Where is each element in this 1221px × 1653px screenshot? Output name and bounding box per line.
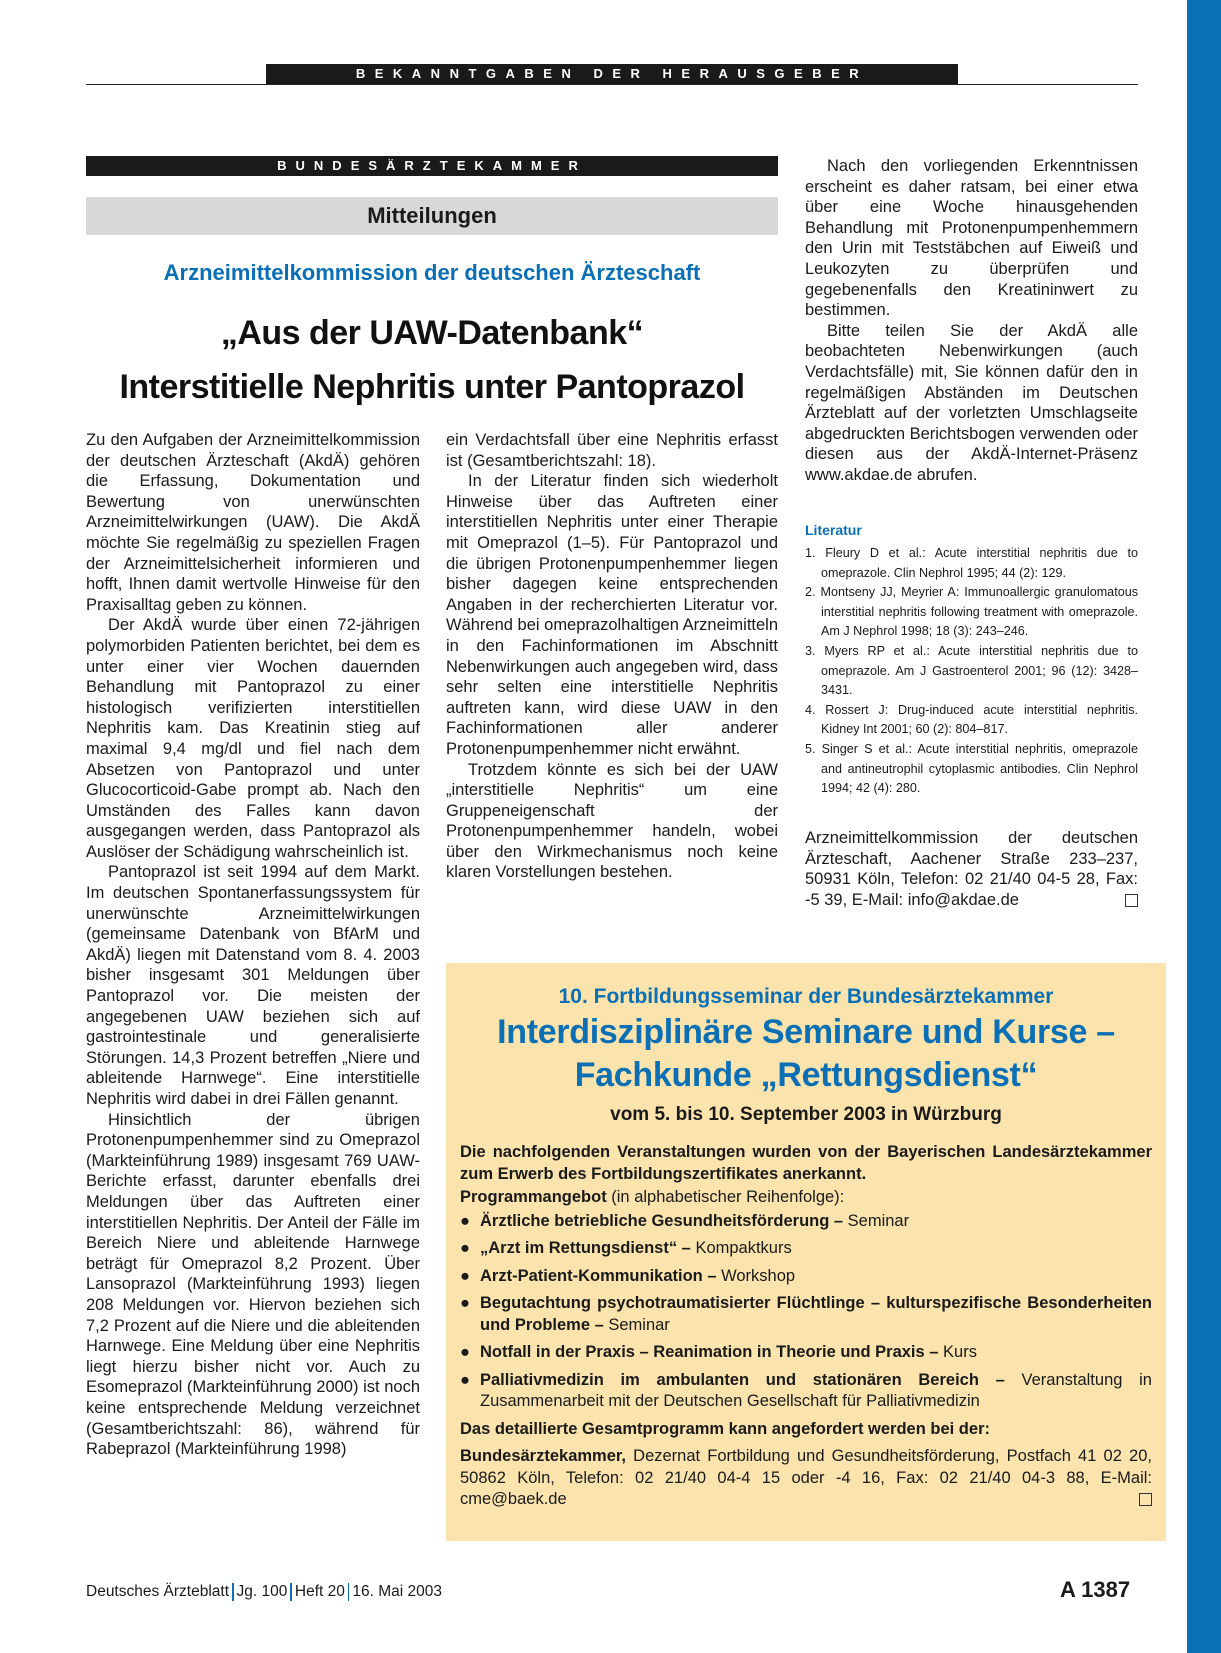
program-item xyxy=(460,1211,1152,1233)
paragraph: Bitte teilen Sie der AkdÄ alle beobachteten Nebenwirkungen (auch Verdachtsfälle) mit, Sie können dafür den in regelmäßigen Abständen im Deutschen Ärzteblatt auf der vorletzten Umschlagseite abgedruckten Berichtsbogen verwenden oder diesen aus der AkdÄ-Internet-Präsenz www.akdae.de abrufen. xyxy=(805,321,1138,484)
article-column-3 xyxy=(805,156,1138,486)
paragraph: In der Literatur finden sich wiederholt Hinweise über das Auftreten einer interstitiellen Nephritis unter einer Therapie mit Omeprazol (1–5). Für Pantoprazol und die übrigen Protonenpumpenhemmer liegen bisher dagegen keine entsprechenden Angaben in der recherchierten Literatur vor. Während bei omeprazolhaltigen Arzneimitteln in den Fachinformationen im Abschnitt Nebenwirkungen auch angegeben wird, dass sehr selten eine interstitielle Nephritis auftreten kann, wird diese UAW in den Fachinformationen aller anderer Protonenpumpenhemmer nicht erwähnt. xyxy=(446,472,779,758)
paragraph: Zu den Aufgaben der Arzneimittelkommission der deutschen Ärzteschaft (AkdÄ) gehören die Erfassung, Dokumentation und Bewertung von unerwünschten Arzneimittelwirkungen (UAW). Die AkdÄ möchte Sie regelmäßig zu speziellen Fragen der Arzneimittelsicherheit informieren und hofft, Ihnen damit wertvolle Hinweise für den Praxisalltag geben zu können. xyxy=(86,431,420,614)
request-line: Das detaillierte Gesamtprogramm kann angefordert werden bei der: xyxy=(460,1419,990,1438)
bullet-icon: ● xyxy=(460,1343,470,1361)
header-rule xyxy=(86,84,1138,85)
program-item xyxy=(460,1266,1152,1288)
program-item-title: Begutachtung psychotraumatisierter Flüchtlinge – kulturspezifische Besonderheiten und Probleme – xyxy=(480,1294,1152,1334)
volume: Jg. 100 xyxy=(236,1583,288,1601)
program-note: (in alphabetischer Reihenfolge): xyxy=(606,1188,845,1206)
bullet-icon: ● xyxy=(460,1211,470,1230)
literature-heading: Literatur xyxy=(805,522,862,538)
program-heading xyxy=(460,1187,1152,1209)
literature-item: 4. Rossert J: Drug-induced acute interstitial nephritis. Kidney Int 2001; 60 (2): 804–817. xyxy=(805,702,1138,737)
page-edge-color-bar xyxy=(1187,0,1221,1653)
program-item xyxy=(460,1342,1152,1364)
program-item-title: Palliativmedizin im ambulanten und stationären Bereich – xyxy=(480,1370,1022,1389)
contact-details: Dezernat Fortbildung und Gesundheitsförderung, Postfach 41 02 20, 50862 Köln, Telefon: 02 21/40 04-4 15 oder -4 16, Fax: 02 21/40 04-3 88, E-Mail: cme@baek.de xyxy=(460,1447,1152,1508)
program-item xyxy=(460,1370,1152,1413)
program-list xyxy=(460,1211,1152,1413)
separator xyxy=(290,1583,292,1601)
program-item-type: Workshop xyxy=(721,1266,796,1285)
program-item xyxy=(460,1238,1152,1260)
paragraph: Hinsichtlich der übrigen Protonenpumpenhemmer sind zu Omeprazol (Markteinführung 1989) insgesamt 769 UAW-Berichte erfasst, darunter ebenfalls drei Meldungen über das Auftreten einer interstitiellen Nephritis. Der Anteil der Fälle im Bereich Niere und ableitende Harnwege beträgt für Omeprazol 8,2 Prozent. Über Lansoprazol (Markteinführung 1993) liegen 208 Meldungen vor. Hiervon beziehen sich 7,2 Prozent auf die Niere und die ableitenden Harnwege. Eine Meldung über eine Nephritis liegt hierzu bisher nicht vor. Auch zu Esomeprazol (Markteinführung 2000) ist noch keine entsprechende Meldung verzeichnet (Gesamtberichtszahl: 86), während für Rabeprazol (Markteinführung 1998) xyxy=(86,1110,420,1459)
end-of-article-square-icon xyxy=(1125,894,1138,907)
section-category: Mitteilungen xyxy=(86,197,778,235)
literature-item: 2. Montseny JJ, Meyrier A: Immunoallergic granulomatous interstitial nephritis following treatment with omeprazole. Am J Nephrol 1998; 18 (3): 243–246. xyxy=(805,585,1138,639)
box-title-line-2: Fachkunde „Rettungsdienst“ xyxy=(574,1056,1038,1094)
box-date: vom 5. bis 10. September 2003 in Würzburg xyxy=(610,1104,1002,1125)
article-subtitle: Interstitielle Nephritis unter Pantoprazol xyxy=(119,368,745,406)
program-item-title: Ärztliche betriebliche Gesundheitsförderung – xyxy=(480,1211,848,1230)
contact-block xyxy=(460,1446,1152,1511)
paragraph: Nach den vorliegenden Erkenntnissen erscheint es daher ratsam, bei einer etwa über eine Woche hinausgehenden Behandlung mit Protonenpumpenhemmern den Urin mit Teststäbchen auf Eiweiß und Leukozyten zu überprüfen und gegebenenfalls den Kreatininwert zu bestimmen. xyxy=(805,157,1138,320)
box-subtitle: 10. Fortbildungsseminar der Bundesärztekammer xyxy=(558,985,1054,1008)
program-label: Programmangebot xyxy=(460,1188,607,1206)
paragraph: ein Verdachtsfall über eine Nephritis erfasst ist (Gesamtberichtszahl: 18). xyxy=(446,431,778,470)
address-block xyxy=(805,828,1138,910)
program-item-title: Arzt-Patient-Kommunikation – xyxy=(480,1266,722,1285)
section-band: BUNDESÄRZTEKAMMER xyxy=(86,156,778,176)
program-item-type: Seminar xyxy=(608,1315,670,1334)
bullet-icon: ● xyxy=(460,1266,470,1285)
issue-date: 16. Mai 2003 xyxy=(352,1583,442,1601)
literature-section xyxy=(805,522,1138,799)
bullet-icon: ● xyxy=(460,1239,470,1257)
program-item-type: Veranstaltung in Zusammenarbeit mit der Deutschen Gesellschaft für Palliativmedizin xyxy=(480,1370,1152,1410)
separator xyxy=(348,1583,350,1601)
box-title-line-1: Interdisziplinäre Seminare und Kurse – xyxy=(497,1013,1115,1051)
program-item-type: Kompaktkurs xyxy=(695,1239,792,1257)
article-column-2 xyxy=(446,430,778,883)
literature-list xyxy=(805,544,1138,799)
header-band: BEKANNTGABEN DER HERAUSGEBER xyxy=(266,64,958,84)
paragraph: Pantoprazol ist seit 1994 auf dem Markt. Im deutschen Spontanerfassungssystem für unerwünschte Arzneimittelwirkungen (gemeinsame Datenbank von BfArM und AkdÄ) liegen mit Datenstand vom 8. 4. 2003 bisher insgesamt 301 Meldungen über Pantoprazol vor. Die meisten der angegebenen UAW beziehen sich auf gastrointestinale und generalisierte Störungen. 14,3 Prozent betreffen „Niere und ableitende Harnwege“. Eine interstitielle Nephritis wird dabei in drei Fällen genannt. xyxy=(86,863,420,1108)
paragraph: Trotzdem könnte es sich bei der UAW „interstitielle Nephritis“ um eine Gruppeneigenschaft der Protonenpumpenhemmer handeln, wobei über den Wirkmechanismus noch keine klaren Vorstellungen bestehen. xyxy=(446,760,778,882)
program-item-type: Seminar xyxy=(847,1211,910,1230)
article-title: „Aus der UAW-Datenbank“ xyxy=(220,314,644,352)
paragraph: Der AkdÄ wurde über einen 72-jährigen polymorbiden Patienten berichtet, bei dem es unter einer vier Wochen dauernden Behandlung mit Pantoprazol zu einer histologisch verifizierten interstitiellen Nephritis kam. Das Kreatinin stieg auf maximal 9,4 mg/dl und fiel nach dem Absetzen von Pantoprazol und unter Glucocorticoid-Gabe prompt ab. Nach den Umständen des Falles kann davon ausgegangen werden, dass Pantoprazol als Auslöser der Schädigung wahrscheinlich ist. xyxy=(86,616,420,861)
literature-item: 3. Myers RP et al.: Acute interstitial nephritis due to omeprazole. Am J Gastroenterol 2001; 96 (12): 3428–3431. xyxy=(805,643,1138,698)
end-of-box-square-icon xyxy=(1139,1493,1152,1506)
journal-name: Deutsches Ärzteblatt xyxy=(86,1583,230,1601)
article-column-1 xyxy=(86,430,420,1460)
program-item-title: Notfall in der Praxis – Reanimation in Theorie und Praxis – xyxy=(480,1343,944,1361)
seminar-announcement-box xyxy=(446,963,1166,1541)
box-body xyxy=(460,1142,1152,1511)
literature-item: 1. Fleury D et al.: Acute interstitial nephritis due to omeprazole. Clin Nephrol 1995; 44 (2): 129. xyxy=(805,546,1138,580)
footer-citation xyxy=(86,1583,442,1601)
bullet-icon: ● xyxy=(460,1370,470,1389)
page-number: A 1387 xyxy=(1060,1577,1131,1602)
bullet-icon: ● xyxy=(460,1294,470,1312)
issue: Heft 20 xyxy=(294,1583,345,1601)
program-item xyxy=(460,1293,1152,1336)
separator xyxy=(232,1583,234,1601)
program-item-title: „Arzt im Rettungsdienst“ – xyxy=(480,1239,696,1257)
contact-org: Bundesärztekammer, xyxy=(460,1447,626,1465)
program-item-type: Kurs xyxy=(943,1343,977,1361)
literature-item: 5. Singer S et al.: Acute interstitial nephritis, omeprazole and antineutrophil cytoplasmic antibodies. Clin Nephrol 1994; 42 (4): 280. xyxy=(805,741,1138,796)
organization-heading: Arzneimittelkommission der deutschen Ärzteschaft xyxy=(163,260,701,285)
box-intro: Die nachfolgenden Veranstaltungen wurden von der Bayerischen Landesärztekammer zum Erwerb des Fortbildungszertifikates anerkannt. xyxy=(460,1143,1152,1183)
address-text: Arzneimittelkommission der deutschen Ärzteschaft, Aachener Straße 233–237, 50931 Köln, Telefon: 02 21/40 04-5 28, Fax: -5 39, E-Mail: info@akdae.de xyxy=(805,829,1138,909)
